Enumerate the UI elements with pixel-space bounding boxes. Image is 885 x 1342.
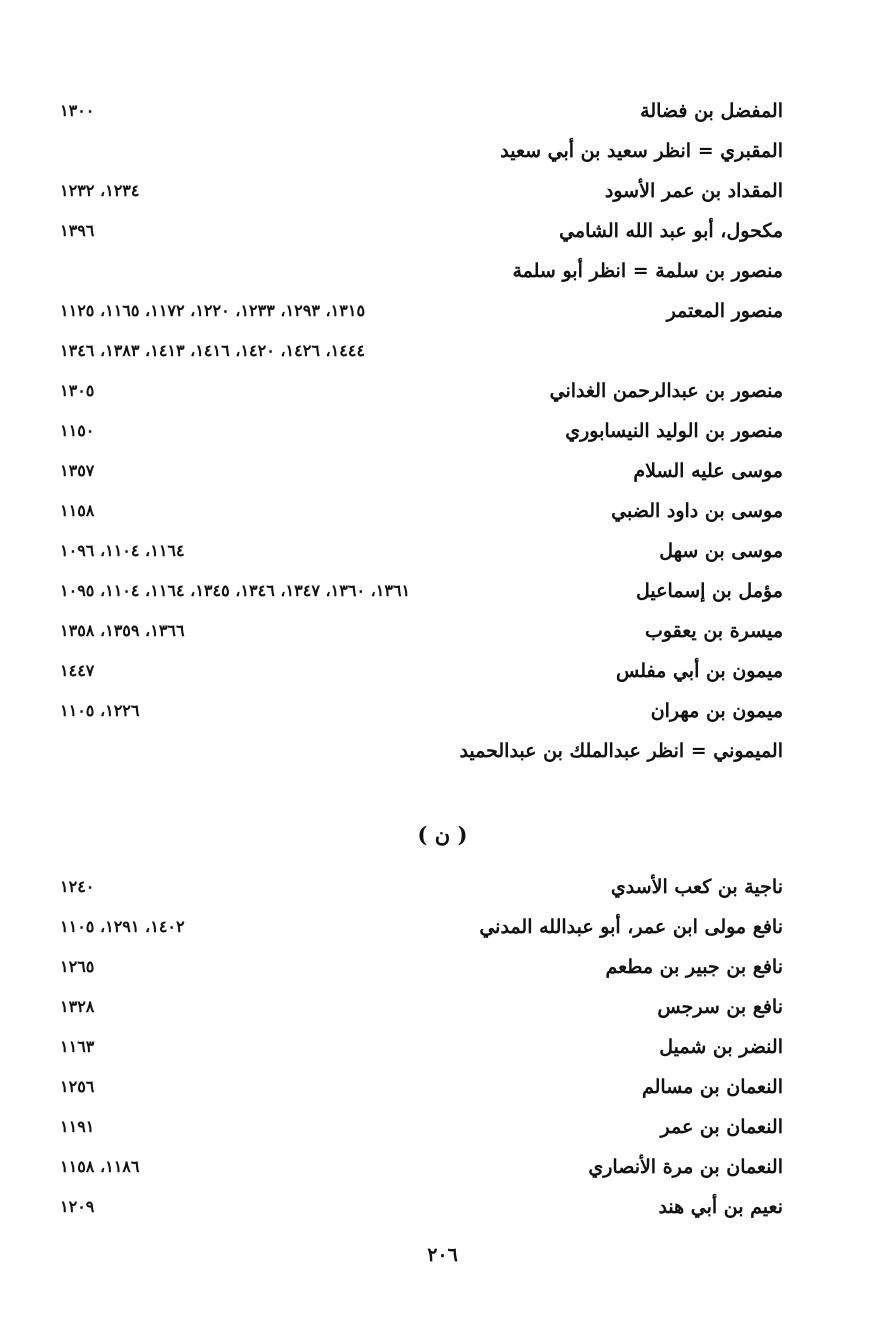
- index-entry: [55, 694, 783, 728]
- page-number: ٢٠٦: [427, 1244, 458, 1266]
- entry-name: موسى بن داود الضبي: [611, 500, 783, 522]
- entry-name: مؤمل بن إسماعيل: [636, 580, 783, 602]
- entry-refs: ١١٦٤، ١١٠٤، ١٠٩٦: [60, 541, 185, 560]
- entry-name: نافع بن جبير بن مطعم: [605, 956, 783, 978]
- entry-refs: ١٣١٥، ١٢٩٣، ١٢٣٣، ١٢٢٠، ١١٧٢، ١١٦٥، ١١٢٥: [60, 301, 366, 320]
- entry-refs: ١١٨٦، ١١٥٨: [60, 1157, 140, 1176]
- index-entry: [55, 1030, 783, 1064]
- index-entry: [55, 990, 783, 1024]
- index-entry: [55, 494, 783, 528]
- index-entry: [55, 950, 783, 984]
- index-entry: [55, 910, 783, 944]
- entry-name: منصور بن سلمة = انظر أبو سلمة: [512, 260, 783, 282]
- entry-refs: ١٢٣٤، ١٢٣٢: [60, 181, 140, 200]
- index-entry: [55, 734, 783, 768]
- entry-refs: ١٣٩٦: [60, 221, 95, 240]
- entry-refs: ١٢٥٦: [60, 1077, 95, 1096]
- entry-name: الميموني = انظر عبدالملك بن عبدالحميد: [459, 740, 783, 762]
- entry-refs: ١٢٠٩: [60, 1197, 95, 1216]
- index-entry: [55, 1190, 783, 1224]
- index-entry: [55, 454, 783, 488]
- entry-name: نافع بن سرجس: [657, 996, 783, 1018]
- entry-refs: ١١٥٨: [60, 501, 95, 520]
- entry-name: نعيم بن أبي هند: [658, 1196, 783, 1218]
- entry-refs: ١٣٦١، ١٣٦٠، ١٣٤٧، ١٣٤٦، ١٣٤٥، ١١٦٤، ١١٠٤، ١٠٩٥: [60, 581, 411, 600]
- index-entry: [55, 1150, 783, 1184]
- entry-refs: ١٣٦٦، ١٣٥٩، ١٣٥٨: [60, 621, 185, 640]
- entry-name: نافع مولى ابن عمر، أبو عبدالله المدني: [479, 916, 783, 938]
- entry-refs: ١١٦٣: [60, 1037, 95, 1056]
- entry-refs: ١٢٦٥: [60, 957, 95, 976]
- section-heading: ( ن ): [417, 822, 468, 847]
- entry-refs: ١٢٢٦، ١١٠٥: [60, 701, 140, 720]
- entry-name: النضر بن شميل: [659, 1036, 783, 1058]
- entry-name: ميسرة بن يعقوب: [644, 620, 783, 642]
- index-entry: [55, 654, 783, 688]
- entry-refs: ١٤٤٤، ١٤٢٦، ١٤٢٠، ١٤١٦، ١٤١٣، ١٣٨٣، ١٣٤٦: [60, 341, 366, 360]
- index-entry: [55, 254, 783, 288]
- entry-name: مكحول، أبو عبد الله الشامي: [559, 220, 783, 242]
- index-entry: [55, 134, 783, 168]
- entry-refs: ١٣٢٨: [60, 997, 95, 1016]
- index-entry: [55, 614, 783, 648]
- entry-name: النعمان بن مسالم: [641, 1076, 783, 1098]
- entry-name: النعمان بن مرة الأنصاري: [588, 1156, 783, 1178]
- index-entry: [55, 94, 783, 128]
- index-entry: [55, 214, 783, 248]
- index-entry-continuation: [55, 334, 783, 368]
- index-entry: [55, 870, 783, 904]
- entry-refs: ١٣٠٥: [60, 381, 95, 400]
- entry-refs: ١٣٥٧: [60, 461, 95, 480]
- entry-name: المقداد بن عمر الأسود: [604, 180, 783, 202]
- entry-name: منصور بن الوليد النيسابوري: [565, 420, 783, 442]
- index-entry: [55, 294, 783, 328]
- index-entry: [55, 534, 783, 568]
- index-entry: [55, 174, 783, 208]
- entry-refs: ١٣٠٠: [60, 101, 95, 120]
- entry-name: موسى عليه السلام: [633, 460, 783, 482]
- entry-name: ناجية بن كعب الأسدي: [610, 876, 783, 898]
- entry-name: منصور بن عبدالرحمن الغداني: [549, 380, 783, 402]
- entry-name: منصور المعتمر: [666, 300, 783, 322]
- entry-name: النعمان بن عمر: [660, 1116, 783, 1138]
- entry-name: ميمون بن أبي مفلس: [616, 660, 783, 682]
- index-entry: [55, 1110, 783, 1144]
- entry-name: موسى بن سهل: [659, 540, 783, 562]
- entry-refs: ١٤٤٧: [60, 661, 95, 680]
- entry-refs: ١١٥٠: [60, 421, 95, 440]
- index-entry: [55, 574, 783, 608]
- entry-name: المقبري = انظر سعيد بن أبي سعيد: [500, 140, 783, 162]
- index-entry: [55, 374, 783, 408]
- entry-refs: ١٢٤٠: [60, 877, 95, 896]
- index-entry: [55, 1070, 783, 1104]
- index-entry: [55, 414, 783, 448]
- entry-refs: ١١٩١: [60, 1117, 95, 1136]
- entry-name: المفضل بن فضالة: [640, 100, 783, 122]
- entry-name: ميمون بن مهران: [650, 700, 783, 722]
- entry-refs: ١٤٠٢، ١٢٩١، ١١٠٥: [60, 917, 185, 936]
